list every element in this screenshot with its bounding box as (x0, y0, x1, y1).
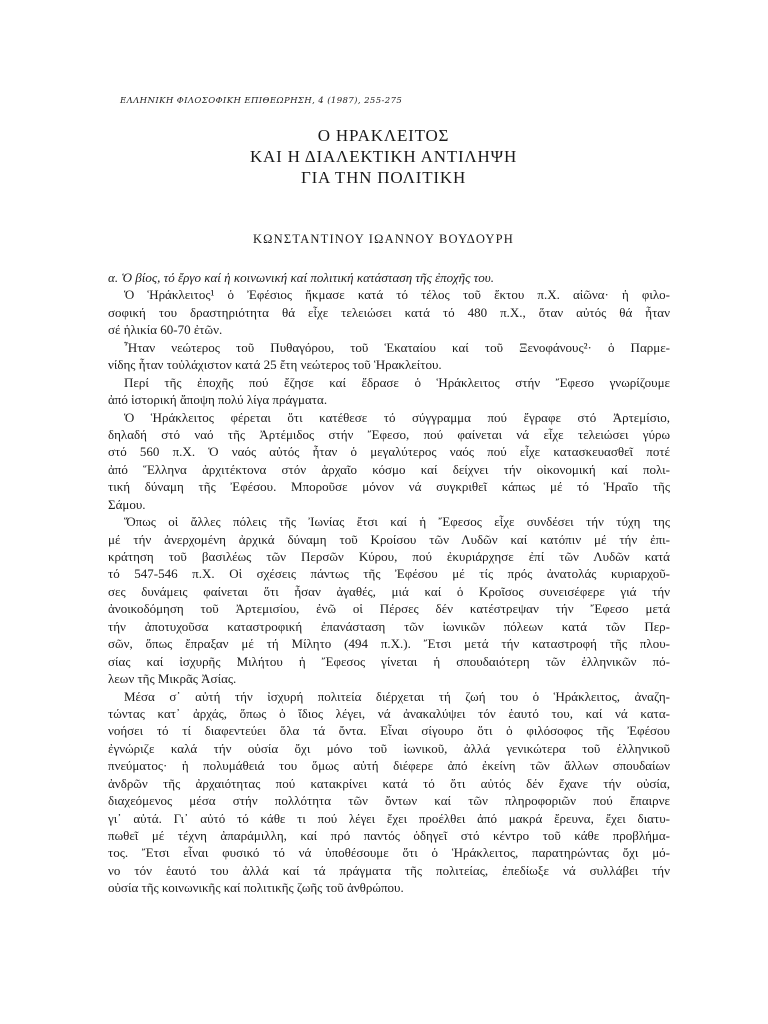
text-line: λεων τῆς Μικρᾶς Ἀσίας. (108, 671, 237, 687)
text-line: Περί τῆς ἐποχῆς πού ἔζησε καί ἔδρασε ὁ Ἡράκλειτος στήν Ἔφεσο γνωρίζουμε (124, 374, 670, 390)
text-line: ἀπό ἱστορική ἄποψη πολύ λίγα πράγματα. (108, 392, 328, 408)
text-line: Ὁ Ἡράκλειτος¹ ὁ Ἐφέσιος ἤκμασε κατά τό τέλος τοῦ ἕκτου π.Χ. αἰῶνα· ἡ φιλο- (124, 287, 670, 303)
text-line: διαχεόμενος μέσα στήν πολλότητα τῶν ὄντων καί τῶν πληροφοριῶν πού ἔπαιρνε (108, 793, 670, 809)
text-line: γι᾽ αὐτά. Γι᾽ αὐτό τό κάθε τι πού λέγει ἔχει προέλθει ἀπό μακρά ἔρευνα, ἔχει διατυ- (108, 810, 670, 826)
section-heading: α. Ὁ βίος, τό ἔργο καί ἡ κοινωνική καί πολιτική κατάσταση τῆς ἐποχῆς του. (108, 270, 494, 285)
title-line: Ο ΗΡΑΚΛΕΙΤΟΣ (317, 126, 450, 145)
text-line: σες δυνάμεις φαίνεται ὅτι ἦσαν ἀγαθές, μιά καί ὁ Κροῖσος συνεισέφερε γιά τήν (108, 583, 670, 599)
text-line: ἀνοικοδόμηση τοῦ Ἀρτεμισίου, ἐνῶ οἱ Πέρσες δέν κατέστρεψαν τήν Ἔφεσο μετά (108, 601, 670, 617)
text-line: Σάμου. (108, 496, 146, 512)
text-line: Ἦταν νεώτερος τοῦ Πυθαγόρου, τοῦ Ἑκαταίου καί τοῦ Ξενοφάνους²· ὁ Παρμε- (124, 339, 670, 355)
text-line: σῶν, ὅπως ἔπραξαν μέ τή Μίλητο (494 π.Χ.). Ἔτσι μετά τήν καταστροφή τῆς πλου- (108, 636, 670, 652)
text-line: τό 547-546 π.Χ. Οἱ σχέσεις πάντως τῆς Ἐφέσου μέ τίς πρός ἀνατολάς κυριαρχοῦ- (108, 566, 670, 582)
author-name: ΚΩΝΣΤΑΝΤΙΝΟΥ ΙΩΑΝΝΟΥ ΒΟΥΔΟΥΡΗ (252, 232, 515, 246)
text-line: ἀπό Ἕλληνα ἀρχιτέκτονα στόν ἀρχαῖο κόσμο καί δείχνει τήν οἰκονομική καί πολι- (108, 461, 670, 477)
text-line: σέ ἡλικία 60-70 ἐτῶν. (108, 322, 223, 338)
text-line: πωθεῖ μέ τέχνη ἀπαράμιλλη, καί πρό παντός ὁδηγεῖ στό κέντρο τοῦ κάθε προβλήμα- (108, 828, 670, 843)
text-line: μέ τήν ἀνερχομένη ἀρχικά δύναμη τοῦ Κροίσου τῶν Λυδῶν καί κατόπιν μέ τήν ἐπι- (108, 531, 670, 547)
text-line: οὐσία τῆς κοινωνικῆς καί πολιτικῆς ζωῆς τοῦ ἀνθρώπου. (108, 880, 404, 896)
title-line: ΓΙΑ ΤΗΝ ΠΟΛΙΤΙΚΗ (300, 168, 467, 187)
text-line: ἐγνώριζε καλά τήν οὐσία ὄχι μόνο τοῦ ἰωνικοῦ, ἀλλά γενικώτερα τοῦ ἑλληνικοῦ (108, 740, 670, 756)
text-line: Ὅπως οἱ ἄλλες πόλεις τῆς Ἰωνίας ἔτσι καί ἡ Ἔφεσος εἶχε συνδέσει τήν τύχη της (124, 514, 670, 530)
text-line: τήν ἀποτυχοῦσα καταστροφική ἐπανάσταση τῶν ἰωνικῶν πόλεων κατά τῶν Περ- (108, 618, 670, 634)
body-text (108, 269, 670, 897)
journal-header: ΕΛΛΗΝΙΚΗ ΦΙΛΟΣΟΦΙΚΗ ΕΠΙΘΕΩΡΗΣΗ, 4 (1987), 255-275 (120, 96, 403, 106)
text-line: τική δύναμη τῆς Ἐφέσου. Μποροῦσε μόνον νά συγκριθεῖ κάπως μέ τό Ἡραῖο τῆς (108, 479, 670, 495)
article-title (100, 125, 667, 188)
text-line: τος. Ἔτσι εἶναι φυσικό τό νά ὑποθέσουμε ὅτι ὁ Ἡράκλειτος, παρατηρώντας ὄχι μό- (108, 845, 670, 861)
text-line: κράτηση τοῦ βασιλέως τῶν Περσῶν Κύρου, πού ἐκυριάρχησε ἐπί τῶν Λυδῶν κατά (108, 549, 670, 564)
text-line: νίδης ἦταν τοὐλάχιστον κατά 25 ἔτη νεώτερος τοῦ Ἡρακλείτου. (108, 357, 442, 373)
title-line: ΚΑΙ Η ΔΙΑΛΕΚΤΙΚΗ ΑΝΤΙΛΗΨΗ (249, 147, 518, 166)
text-line: πνεύματος· ἡ πολυμάθειά του ὅμως αὐτή διέφερε ἀπό ἐκείνη τῶν ἄλλων σπουδαίων (108, 758, 670, 774)
text-line: νοήσει τό τί διαφεντεύει ὅλα τά ὄντα. Εἶναι σίγουρο ὅτι ὁ φιλόσοφος τῆς Ἐφέσου (108, 723, 670, 739)
text-line: σίας καί ἰσχυρῆς Μιλήτου ἡ Ἔφεσος γίνεται ἡ σπουδαιότερη τῶν ἑλληνικῶν πό- (108, 653, 670, 669)
text-line: Μέσα σ᾽ αὐτή τήν ἰσχυρή πολιτεία διέρχεται τή ζωή του ὁ Ἡράκλειτος, ἀναζη- (124, 688, 670, 704)
text-line: στό 560 π.Χ. Ὁ ναός αὐτός ἦταν ὁ μεγαλύτερος ναός πού εἶχε κατασκευασθεῖ ποτέ (108, 444, 670, 460)
text-line: δηλαδή στό ναό τῆς Ἀρτέμιδος στήν Ἔφεσο, πού φαίνεται νά εἶχε τελειώσει γύρω (108, 426, 670, 442)
text-line: τώντας κατ᾽ ἀρχάς, ὅπως ὁ ἴδιος λέγει, νά ἀνακαλύψει τόν ἑαυτό του, καί νά κατα- (108, 705, 670, 721)
text-line: σοφική του δραστηριότητα θά εἶχε τελειώσει κατά τό 480 π.Χ., ὅταν αὐτός θά ἦταν (108, 304, 670, 320)
text-line: νο τόν ἑαυτό του ἀλλά καί τά πράγματα τῆς πολιτείας, ἐπεδίωξε νά συλλάβει τήν (108, 862, 670, 878)
text-line: Ὁ Ἡράκλειτος φέρεται ὅτι κατέθεσε τό σύγγραμμα πού ἔγραφε στό Ἀρτεμίσιο, (124, 409, 670, 425)
text-line: ἀνδρῶν τῆς ἀρχαιότητας πού κατακρίνει κατά τό ὅτι αὐτός δέν ἔχανε τήν οὐσία, (108, 775, 670, 791)
